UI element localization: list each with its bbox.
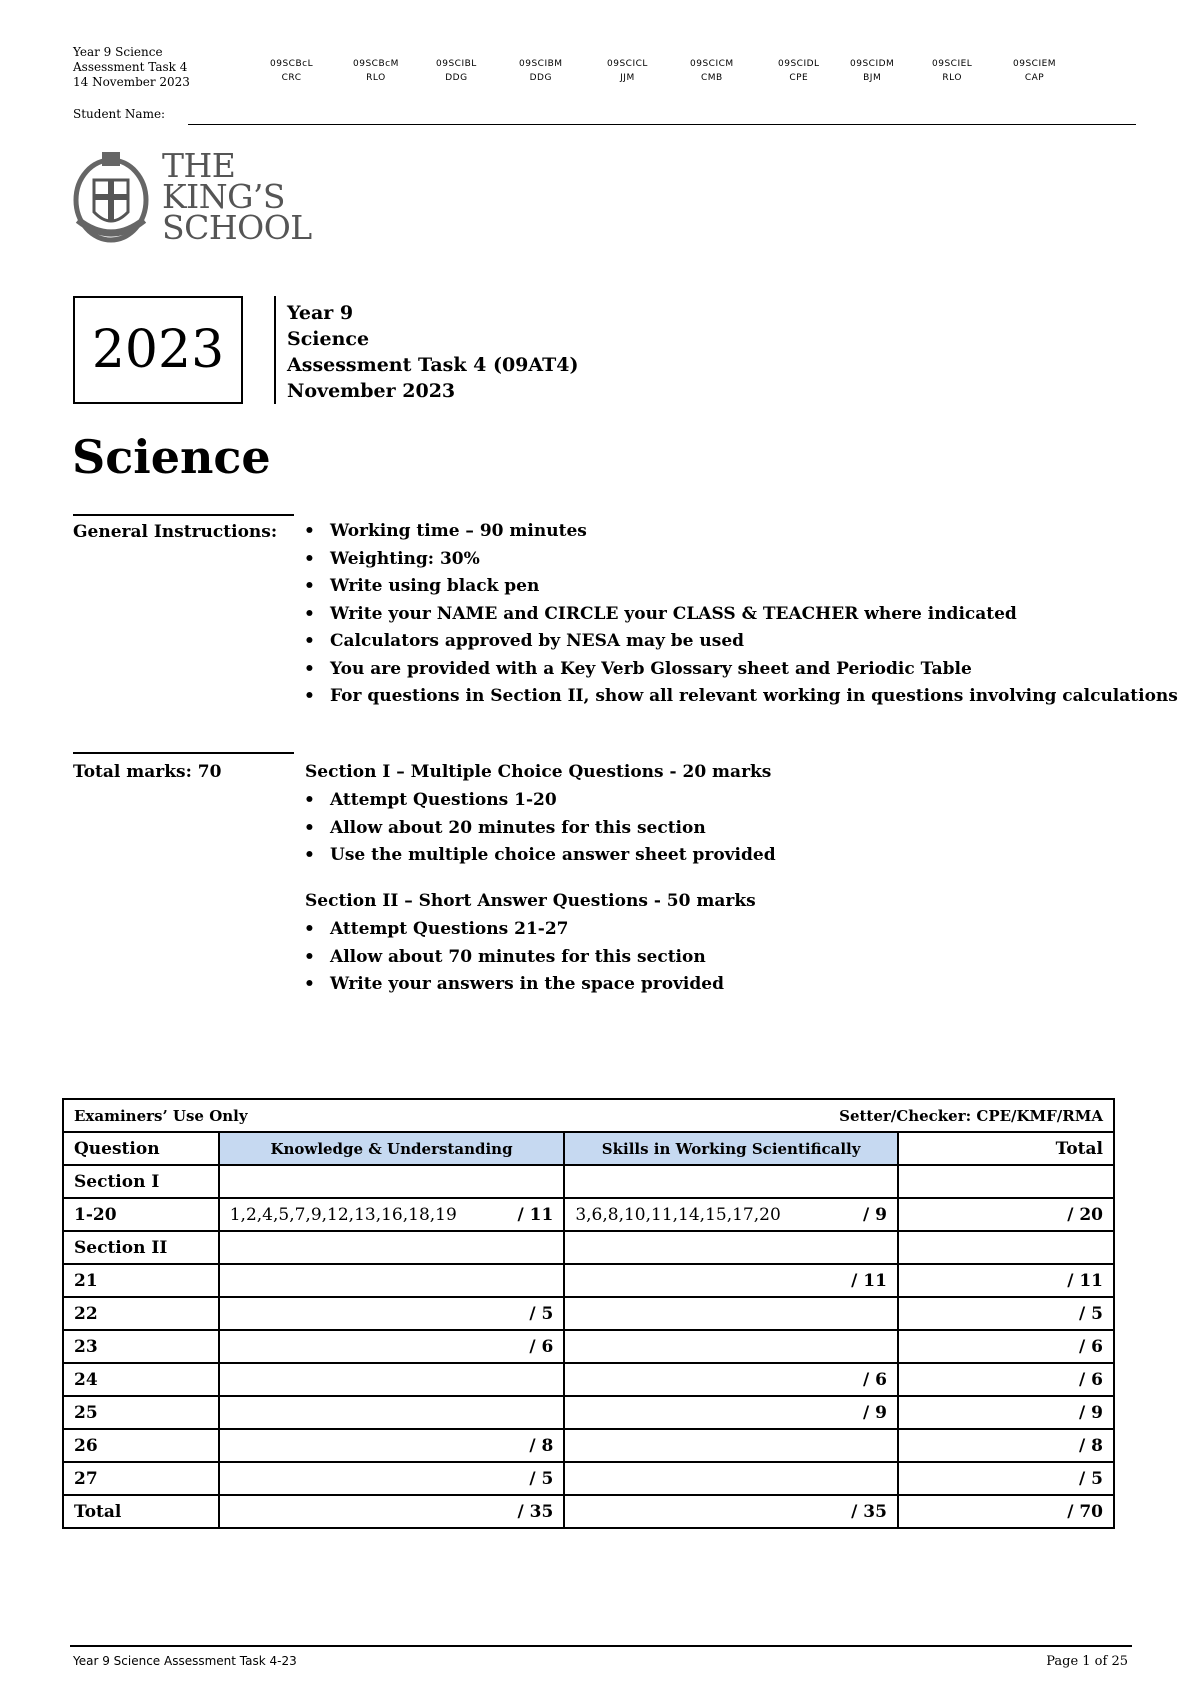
divider	[73, 514, 294, 516]
question-cell: 25	[63, 1396, 219, 1429]
table-row	[63, 1231, 1114, 1264]
page-title: Science	[72, 430, 271, 484]
sws-mark: / 9	[862, 1204, 887, 1225]
list-item: • Allow about 70 minutes for this section	[301, 944, 724, 972]
general-instructions-list	[301, 518, 1178, 711]
section-label: Section I	[63, 1165, 219, 1198]
page-number: Page 1 of 25	[1046, 1654, 1128, 1669]
ku-mark	[219, 1363, 565, 1396]
table-row	[63, 1099, 1114, 1132]
table-row	[63, 1363, 1114, 1396]
footer-title: Year 9 Science Assessment Task 4-23	[73, 1654, 297, 1668]
crest-icon	[72, 150, 150, 248]
total-mark: / 5	[898, 1297, 1114, 1330]
question-cell: 22	[63, 1297, 219, 1330]
ku-mark: / 5	[219, 1462, 565, 1495]
divider	[274, 296, 276, 404]
sws-mark: / 11	[564, 1264, 898, 1297]
table-row	[63, 1198, 1114, 1231]
sws-question-list: 3,6,8,10,11,14,15,17,20	[575, 1204, 781, 1225]
class-item[interactable]: 09SCBcL CRC	[270, 59, 314, 83]
table-row	[63, 1396, 1114, 1429]
total-mark: / 6	[898, 1363, 1114, 1396]
sws-mark: / 9	[564, 1396, 898, 1429]
sws-mark	[564, 1297, 898, 1330]
section2-list	[301, 916, 724, 999]
sws-mark	[564, 1462, 898, 1495]
question-cell: 23	[63, 1330, 219, 1363]
header-line3: 14 November 2023	[73, 75, 190, 89]
school-logo	[72, 146, 332, 250]
year-box: 2023	[73, 296, 243, 404]
ku-mark	[219, 1396, 565, 1429]
total-marks-label: Total marks: 70	[73, 762, 222, 782]
total-mark: / 8	[898, 1429, 1114, 1462]
table-row	[63, 1165, 1114, 1198]
header-line1: Year 9 Science	[73, 45, 163, 59]
header-info	[73, 45, 190, 90]
ku-mark: / 6	[219, 1330, 565, 1363]
list-item: • You are provided with a Key Verb Glossary sheet and Periodic Table	[301, 656, 1178, 684]
footer-divider	[70, 1645, 1132, 1647]
ku-mark: / 5	[219, 1297, 565, 1330]
class-item[interactable]: 09SCIDM BJM	[850, 59, 895, 83]
list-item: • Attempt Questions 1-20	[301, 787, 776, 815]
examiners-label: Examiners’ Use Only	[74, 1106, 248, 1125]
student-name-field[interactable]	[188, 124, 1136, 125]
class-item[interactable]: 09SCBcM RLO	[353, 59, 399, 83]
header-line2: Assessment Task 4	[73, 60, 188, 74]
class-item[interactable]: 09SCIBM DDG	[519, 59, 563, 83]
class-item[interactable]: 09SCIEM CAP	[1013, 59, 1057, 83]
section2-heading: Section II – Short Answer Questions - 50 marks	[305, 891, 756, 911]
table-row	[63, 1264, 1114, 1297]
section1-list	[301, 787, 776, 870]
ku-mark: / 35	[219, 1495, 565, 1528]
table-row	[63, 1429, 1114, 1462]
ku-question-list: 1,2,4,5,7,9,12,13,16,18,19	[229, 1204, 457, 1225]
question-cell: 21	[63, 1264, 219, 1297]
class-item[interactable]: 09SCIDL CPE	[778, 59, 820, 83]
total-mark: / 70	[898, 1495, 1114, 1528]
sws-mark: / 6	[564, 1363, 898, 1396]
student-name-label: Student Name:	[73, 107, 166, 121]
class-item[interactable]: 09SCIEL RLO	[932, 59, 973, 83]
ku-mark: / 11	[517, 1204, 554, 1225]
col-sws: Skills in Working Scientifically	[564, 1132, 898, 1165]
sws-mark: / 35	[564, 1495, 898, 1528]
col-ku: Knowledge & Understanding	[219, 1132, 565, 1165]
table-header-row	[63, 1132, 1114, 1165]
question-cell: 1-20	[63, 1198, 219, 1231]
question-cell: 26	[63, 1429, 219, 1462]
list-item: • Attempt Questions 21-27	[301, 916, 724, 944]
total-mark: / 11	[898, 1264, 1114, 1297]
logo-wordmark: THE KING’S SCHOOL	[162, 146, 312, 247]
ku-mark	[219, 1264, 565, 1297]
list-item: • For questions in Section II, show all relevant working in questions involving calculations	[301, 683, 1178, 711]
total-mark: / 9	[898, 1396, 1114, 1429]
title-block: Year 9 Science Assessment Task 4 (09AT4) November 2023	[287, 302, 579, 402]
question-cell: 27	[63, 1462, 219, 1495]
list-item: • Use the multiple choice answer sheet provided	[301, 842, 776, 870]
class-item[interactable]: 09SCIBL DDG	[436, 59, 477, 83]
section1-heading: Section I – Multiple Choice Questions - 20 marks	[305, 762, 772, 782]
general-instructions-label: General Instructions:	[73, 522, 278, 542]
col-question: Question	[63, 1132, 219, 1165]
class-list	[270, 57, 1090, 89]
class-item[interactable]: 09SCICM CMB	[690, 59, 734, 83]
list-item: • Weighting: 30%	[301, 546, 1178, 574]
setter-label: Setter/Checker: CPE/KMF/RMA	[839, 1106, 1103, 1125]
total-mark: / 20	[898, 1198, 1114, 1231]
table-row	[63, 1330, 1114, 1363]
sws-mark	[564, 1429, 898, 1462]
total-mark: / 5	[898, 1462, 1114, 1495]
list-item: • Allow about 20 minutes for this section	[301, 815, 776, 843]
list-item: • Working time – 90 minutes	[301, 518, 1178, 546]
table-row	[63, 1297, 1114, 1330]
question-cell: Total	[63, 1495, 219, 1528]
section-label: Section II	[63, 1231, 219, 1264]
sws-mark	[564, 1330, 898, 1363]
marks-table	[62, 1098, 1115, 1529]
table-total-row	[63, 1495, 1114, 1528]
class-item[interactable]: 09SCICL JJM	[607, 59, 648, 83]
divider	[73, 752, 294, 754]
col-total: Total	[898, 1132, 1114, 1165]
list-item: • Write your answers in the space provided	[301, 971, 724, 999]
total-mark: / 6	[898, 1330, 1114, 1363]
ku-mark: / 8	[219, 1429, 565, 1462]
list-item: • Calculators approved by NESA may be used	[301, 628, 1178, 656]
list-item: • Write your NAME and CIRCLE your CLASS & TEACHER where indicated	[301, 601, 1178, 629]
table-row	[63, 1462, 1114, 1495]
question-cell: 24	[63, 1363, 219, 1396]
list-item: • Write using black pen	[301, 573, 1178, 601]
